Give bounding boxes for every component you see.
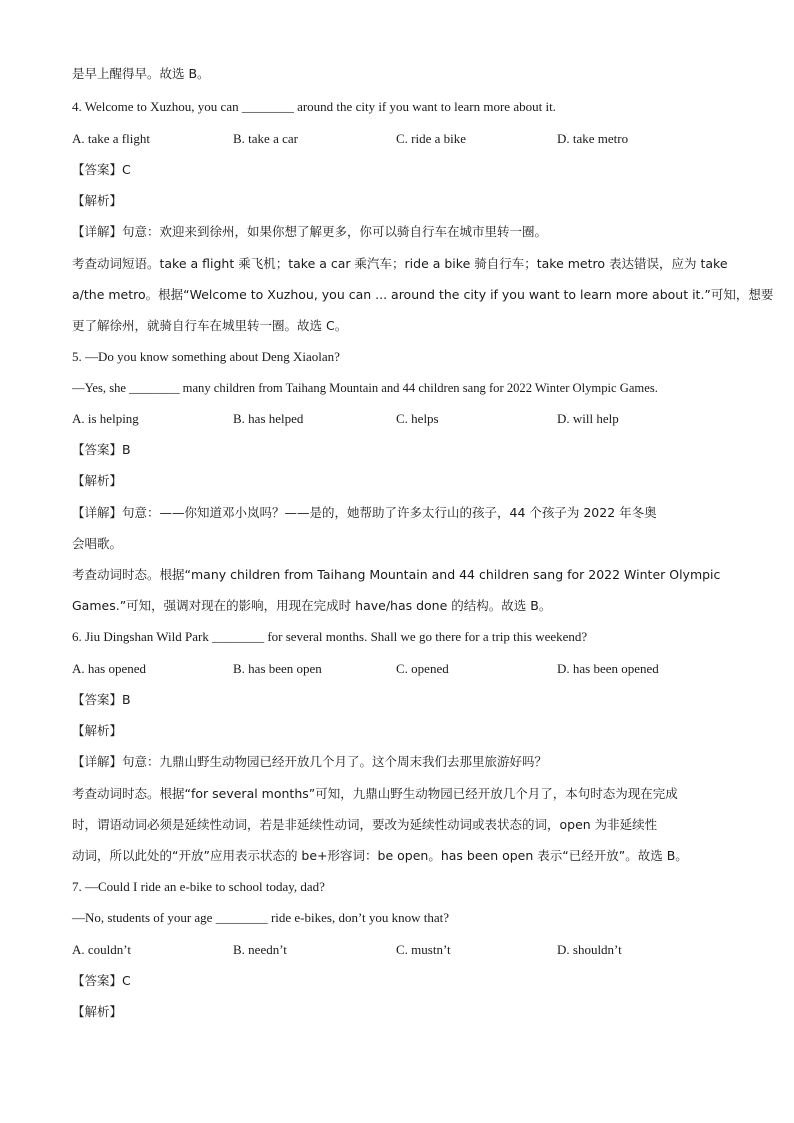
q4-answer: 【答案】C xyxy=(72,162,131,177)
question-5-stem: —Yes, she ________ many children from Taihang Mountain and 44 children sang for 2022 Winter Olympic Games. xyxy=(72,381,658,395)
q5-detail-line: 会唱歌。 xyxy=(72,536,123,551)
q4-detail-line: 更了解徐州，就骑自行车在城里转一圈。故选 C。 xyxy=(72,318,348,333)
q5-answer: 【答案】B xyxy=(72,442,131,457)
q6-option-d: D. has been opened xyxy=(557,661,659,676)
q6-detail-line: 时，谓语动词必须是延续性动词，若是非延续性动词，要改为延续性动词或表状态的词，open 为非延续性 xyxy=(72,817,658,832)
q5-option-d: D. will help xyxy=(557,411,619,426)
q5-option-b: B. has helped xyxy=(233,411,304,426)
q6-detail-line: 考查动词时态。根据“for several months”可知，九鼎山野生动物园已经开放几个月了，本句时态为现在完成 xyxy=(72,786,678,801)
q4-detail-line: 【详解】句意：欢迎来到徐州，如果你想了解更多，你可以骑自行车在城市里转一圈。 xyxy=(72,224,548,239)
question-7-stem: —No, students of your age ________ ride e-bikes, don’t you know that? xyxy=(72,910,450,925)
q5-option-c: C. helps xyxy=(396,411,439,426)
q5-detail-line: 【详解】句意：——你知道邓小岚吗？——是的，她帮助了许多太行山的孩子，44 个孩子为 2022 年冬奥 xyxy=(72,505,657,520)
q4-option-d: D. take metro xyxy=(557,131,629,146)
q6-detail-line: 【详解】句意：九鼎山野生动物园已经开放几个月了。这个周末我们去那里旅游好吗？ xyxy=(72,754,548,769)
text-line: 是早上醒得早。故选 B。 xyxy=(72,66,210,81)
q4-detail-line: 考查动词短语。take a flight 乘飞机；take a car 乘汽车；ride a bike 骑自行车；take metro 表达错误，应为 take xyxy=(72,256,728,271)
q5-detail-line: 考查动词时态。根据“many children from Taihang Mountain and 44 children sang for 2022 Winter Olympic xyxy=(72,567,721,582)
question-6-stem: 6. Jiu Dingshan Wild Park ________ for several months. Shall we go there for a trip this weekend? xyxy=(72,629,588,644)
q5-analysis-label: 【解析】 xyxy=(72,473,123,488)
q5-option-a: A. is helping xyxy=(72,411,139,426)
q7-option-d: D. shouldn’t xyxy=(557,942,622,957)
q7-analysis-label: 【解析】 xyxy=(72,1004,123,1019)
q5-detail-line: Games.”可知，强调对现在的影响，用现在完成时 have/has done 的结构。故选 B。 xyxy=(72,598,552,613)
q6-answer: 【答案】B xyxy=(72,692,131,707)
q7-option-a: A. couldn’t xyxy=(72,942,131,957)
question-7-stem: 7. —Could I ride an e-bike to school today, dad? xyxy=(72,879,325,894)
q4-option-b: B. take a car xyxy=(233,131,298,146)
q6-analysis-label: 【解析】 xyxy=(72,723,123,738)
q7-option-b: B. needn’t xyxy=(233,942,287,957)
q4-detail-line: a/the metro。根据“Welcome to Xuzhou, you can ... around the city if you want to learn more about it.”可知，想要 xyxy=(72,287,774,302)
question-5-stem: 5. —Do you know something about Deng Xiaolan? xyxy=(72,349,340,364)
q6-detail-line: 动词，所以此处的“开放”应用表示状态的 be+形容词：be open。has been open 表示“已经开放”。故选 B。 xyxy=(72,848,688,863)
q7-option-c: C. mustn’t xyxy=(396,942,451,957)
q7-answer: 【答案】C xyxy=(72,973,131,988)
q4-option-a: A. take a flight xyxy=(72,131,150,146)
q6-option-c: C. opened xyxy=(396,661,449,676)
q6-option-a: A. has opened xyxy=(72,661,147,676)
question-4-stem: 4. Welcome to Xuzhou, you can ________ around the city if you want to learn more about it. xyxy=(72,99,556,114)
q4-option-c: C. ride a bike xyxy=(396,131,467,146)
q4-analysis-label: 【解析】 xyxy=(72,193,123,208)
q6-option-b: B. has been open xyxy=(233,661,322,676)
